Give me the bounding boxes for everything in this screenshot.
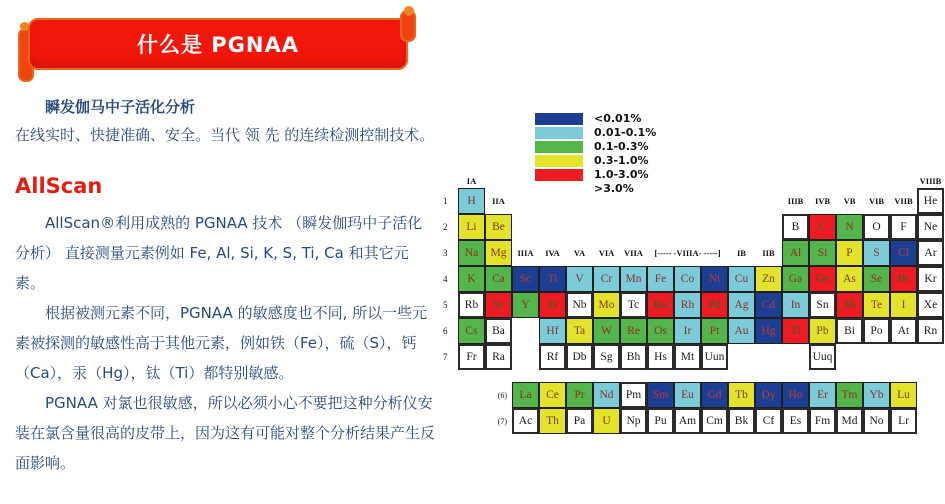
element-Sg: Sg [593,344,620,370]
element-Te: Te [863,292,890,318]
group-label-IIIA: IIIA [517,248,534,258]
element-Ga: Ga [782,266,809,292]
group-label-VIIIB: VIIIB [919,176,942,186]
element-Mn: Mn [620,266,647,292]
element-Ne: Ne [917,214,944,240]
element-Tc: Tc [620,292,647,318]
element-Ba: Ba [485,318,512,344]
element-Fr: Fr [458,344,485,370]
element-Si: Si [809,240,836,266]
group-label-VIIA: VIIA [624,248,643,258]
element-Au: Au [728,318,755,344]
element-Pd: Pd [701,292,728,318]
period-number-6: 6 [443,326,448,336]
element-Np: Np [620,408,647,434]
element-Kr: Kr [917,266,944,292]
element-Br: Br [890,266,917,292]
element-Gd: Gd [701,382,728,408]
element-Cu: Cu [728,266,755,292]
element-As: As [836,266,863,292]
element-Tb: Tb [728,382,755,408]
element-Ni: Ni [701,266,728,292]
element-Es: Es [782,408,809,434]
element-Pt: Pt [701,318,728,344]
element-Uun: Uun [701,344,728,370]
element-Pu: Pu [647,408,674,434]
element-Rh: Rh [674,292,701,318]
element-La: La [512,382,539,408]
element-Ti: Ti [539,266,566,292]
group-label-IA: IA [466,176,477,186]
element-Li: Li [458,214,485,240]
element-Xe: Xe [917,292,944,318]
element-Ar: Ar [917,240,944,266]
legend-row [535,140,656,153]
element-Sc: Sc [512,266,539,292]
element-Rb: Rb [458,292,485,318]
element-Lr: Lr [890,408,917,434]
element-Hf: Hf [539,318,566,344]
paragraph-3: PGNAA 对氯也很敏感，所以必须小心不要把这种分析仪安装在氯含量很高的皮带上，因为这有可能对整个分析结果产生反面影响。 [15,394,436,472]
periodic-table-figure [438,106,945,498]
element-Lu: Lu [890,382,917,408]
element-Mg: Mg [485,240,512,266]
element-Eu: Eu [674,382,701,408]
period-number-1: 1 [443,196,448,206]
element-Bk: Bk [728,408,755,434]
element-Ge: Ge [809,266,836,292]
element-Ir: Ir [674,318,701,344]
element-Sb: Sb [836,292,863,318]
element-No: No [863,408,890,434]
element-Re: Re [620,318,647,344]
title-banner [12,8,420,78]
element-Be: Be [485,214,512,240]
element-Ho: Ho [782,382,809,408]
group-label-IIIB: IIIB [787,196,804,206]
element-Cl: Cl [890,240,917,266]
group-label-IB: IB [737,248,746,258]
element-Nb: Nb [566,292,593,318]
periodic-table-grid [438,174,944,434]
element-Fm: Fm [809,408,836,434]
legend-label: 0.3-1.0% [594,154,649,167]
element-Db: Db [566,344,593,370]
element-V: V [566,266,593,292]
element-Pb: Pb [809,318,836,344]
element-Mo: Mo [593,292,620,318]
element-Cs: Cs [458,318,485,344]
element-Zr: Zr [539,292,566,318]
element-Se: Se [863,266,890,292]
element-Ac: Ac [512,408,539,434]
element-Ag: Ag [728,292,755,318]
element-Rn: Rn [917,318,944,344]
fblock-row-label: (7) [497,416,507,426]
element-Sn: Sn [809,292,836,318]
legend-swatch-yellow [535,155,583,167]
element-Ru: Ru [647,292,674,318]
period-number-4: 4 [443,274,448,284]
element-P: P [836,240,863,266]
banner-knob-right-icon [404,6,414,16]
legend-label: <0.01% [594,112,642,125]
group-label-IVB: IVB [814,196,831,206]
article [15,94,436,478]
element-S: S [863,240,890,266]
element-F: F [890,214,917,240]
period-number-3: 3 [443,248,448,258]
element-C: C [809,214,836,240]
element-In: In [782,292,809,318]
element-Rf: Rf [539,344,566,370]
element-Tl: Tl [782,318,809,344]
period-number-7: 7 [443,352,448,362]
group-label-IVA: IVA [545,248,560,258]
element-Tm: Tm [836,382,863,408]
element-O: O [863,214,890,240]
element-Mt: Mt [674,344,701,370]
legend-label: 0.1-0.3% [594,140,649,153]
element-Bi: Bi [836,318,863,344]
brand-heading: AllScan [15,174,103,198]
element-I: I [890,292,917,318]
element-Hg: Hg [755,318,782,344]
element-Po: Po [863,318,890,344]
group-label-IIB: IIB [762,248,775,258]
element-Nd: Nd [593,382,620,408]
legend-swatch-lightblue [535,127,583,139]
group-label-VB: VB [843,196,856,206]
element-Na: Na [458,240,485,266]
element-Pa: Pa [566,408,593,434]
element-Co: Co [674,266,701,292]
legend-label: >3.0% [594,182,634,195]
element-Ca: Ca [485,266,512,292]
group-label-IIA: IIA [492,196,505,206]
element-Uuq: Uuq [809,344,836,370]
element-Ce: Ce [539,382,566,408]
article-intro: 在线实时、快捷准确、安全。当代 领 先 的连续检测控制技术。 [15,126,435,144]
period-number-5: 5 [443,300,448,310]
legend-label: 0.01-0.1% [594,126,657,139]
fblock-row-label: (6) [497,390,507,400]
element-Pm: Pm [620,382,647,408]
element-Hs: Hs [647,344,674,370]
legend-swatch-green [535,141,583,153]
legend-swatch-darkblue [535,113,583,125]
article-heading: 瞬发伽马中子活化分析 [45,98,196,116]
group-label-VIA: VIA [598,248,615,258]
paragraph-1: AllScan®利用成熟的 PGNAA 技术 （瞬发伽玛中子活化分析） 直接测量元素例如 Fe, Al, Si, K, S, Ti, Ca 和其它元素。 [15,214,423,292]
element-W: W [593,318,620,344]
group-label-VIB: VIB [868,196,885,206]
group-label-VA: VA [573,248,586,258]
group-label-VIIB: VIIB [894,196,913,206]
group-label-VIIIA: [----- -VIIIA- -----] [654,248,721,258]
element-Dy: Dy [755,382,782,408]
element-Fe: Fe [647,266,674,292]
element-Zn: Zn [755,266,782,292]
legend-row [535,112,656,125]
element-Sr: Sr [485,292,512,318]
element-Ta: Ta [566,318,593,344]
element-H: H [458,188,485,214]
element-Cr: Cr [593,266,620,292]
element-Yb: Yb [863,382,890,408]
period-number-2: 2 [443,222,448,232]
element-Er: Er [809,382,836,408]
paragraph-2: 根据被测元素不同，PGNAA 的敏感度也不同, 所以一些元素被探测的敏感性高于其他元素，例如铁（Fe），硫（S），钙（Ca），汞（Hg），钛（Ti）都特别敏感。 [15,304,428,382]
element-U: U [593,408,620,434]
element-Cd: Cd [755,292,782,318]
element-Os: Os [647,318,674,344]
element-Pr: Pr [566,382,593,408]
element-Ra: Ra [485,344,512,370]
element-Al: Al [782,240,809,266]
legend-row [535,154,656,167]
element-K: K [458,266,485,292]
element-Am: Am [674,408,701,434]
element-N: N [836,214,863,240]
element-Th: Th [539,408,566,434]
element-Cf: Cf [755,408,782,434]
element-Md: Md [836,408,863,434]
element-Y: Y [512,292,539,318]
element-Cm: Cm [701,408,728,434]
legend-row [535,126,656,139]
element-Bh: Bh [620,344,647,370]
element-At: At [890,318,917,344]
banner-bar [28,18,408,70]
legend-label: 1.0-3.0% [594,168,649,181]
element-He: He [917,188,944,214]
element-B: B [782,214,809,240]
page-title: 什么是 PGNAA [136,33,300,57]
element-Sm: Sm [647,382,674,408]
